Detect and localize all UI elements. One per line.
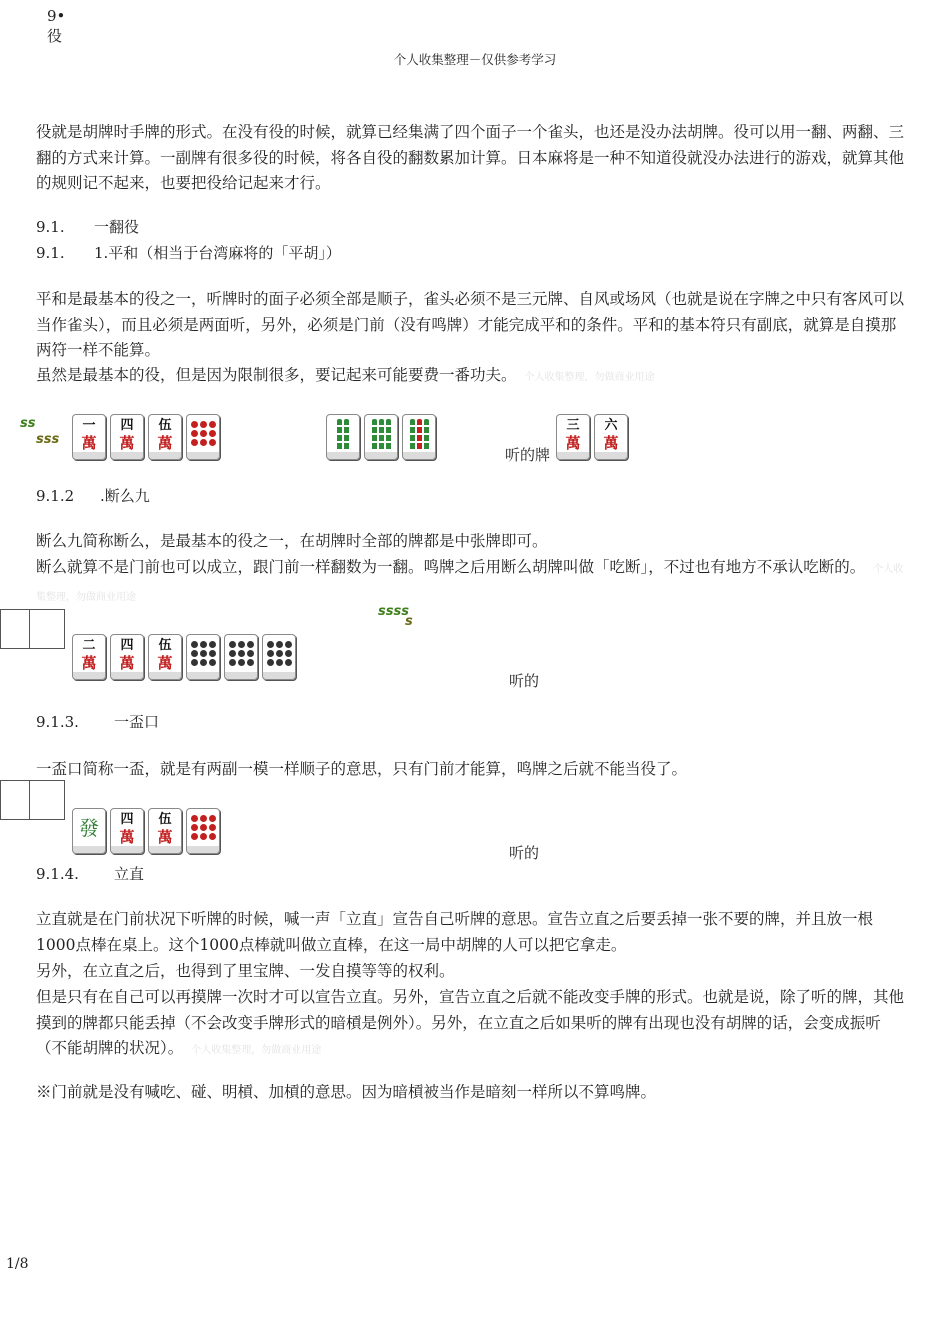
tanyao-paragraph: 断么九简称断么，是最基本的役之一，在胡牌时全部的牌都是中张牌即可。	[36, 532, 548, 550]
tanyao-paragraph-2: 断么就算不是门前也可以成立，跟门前一样翻数为一翻。鸣牌之后用断么胡牌叫做「吃断」，不过也有地方不承认吃断的。 个人收集整理，勿做商业用途	[36, 558, 904, 603]
scribble-mark: sss	[36, 432, 60, 447]
section-9-1-1-heading: 9.1. 1.平和（相当于台湾麻将的「平胡」）	[36, 244, 341, 262]
section-9-1-heading: 9.1. 一翻役	[36, 218, 140, 236]
empty-box	[29, 780, 65, 820]
tile-man: 伍 萬	[148, 808, 182, 854]
tile-row-tanyao	[72, 634, 300, 680]
pinghu-paragraph-2: 虽然是最基本的役，但是因为限制很多，要记起来可能要费一番功夫。 个人收集整理，勿做商业用途	[36, 366, 655, 384]
wait-label: 听的	[509, 844, 540, 862]
tile-man: 四 萬	[110, 414, 144, 460]
tile-green-dragon: 發	[72, 808, 106, 854]
scribble-mark: s	[405, 614, 413, 629]
section-9-1-3-heading: 9.1.3. 一盃口	[36, 713, 160, 731]
tile-sou	[364, 414, 398, 460]
tile-pin	[224, 634, 258, 680]
tile-row-sou	[326, 414, 440, 460]
wait-label: 听的	[509, 672, 540, 690]
tile-sou	[402, 414, 436, 460]
riichi-paragraph-2: 另外，在立直之后，也得到了里宝牌、一发自摸等等的权利。	[36, 962, 455, 980]
chapter-number: 9• 役	[47, 7, 66, 45]
tile-pin	[186, 414, 220, 460]
tile-pin	[186, 634, 220, 680]
empty-box	[0, 780, 30, 820]
riichi-paragraph-3: 但是只有在自己可以再摸牌一次时才可以宣告立直。另外，宣告立直之后就不能改变手牌的形式。也就是说，除了听的牌，其他摸到的牌都只能丢掉（不会改变手牌形式的暗槓是例外）。另外，在立直之后如果听的牌有出现也没有胡牌的话，会变成振听（不能胡牌的状况）。 个人收集整理，勿做商业用途	[36, 988, 905, 1057]
tile-row-pinghu	[72, 414, 224, 460]
tile-sou	[326, 414, 360, 460]
chapter-title: 役	[47, 27, 63, 45]
menzen-note: ※门前就是没有喊吃、碰、明槓、加槓的意思。因为暗槓被当作是暗刻一样所以不算鸣牌。	[36, 1083, 657, 1101]
pinghu-paragraph: 平和是最基本的役之一，听牌时的面子必须全部是顺子，雀头必须不是三元牌、自风或场风（也就是说在字牌之中只有客风可以当作雀头），而且必须是两面听，另外，必须是门前（没有鸣牌）才能完成平和的条件。平和的基本符只有副底，就算是自摸那两符一样不能算。	[36, 290, 905, 359]
tile-man: 伍 萬	[148, 414, 182, 460]
tile-pin	[186, 808, 220, 854]
tile-pin	[262, 634, 296, 680]
wait-label: 听的牌	[505, 446, 551, 464]
section-9-1-4-heading: 9.1.4. 立直	[36, 865, 145, 883]
scribble-mark: ss	[20, 416, 36, 431]
tile-man: 伍 萬	[148, 634, 182, 680]
page-header: 个人收集整理－仅供参考学习	[393, 52, 557, 67]
tile-man: 四 萬	[110, 634, 144, 680]
page-number: 1/8	[6, 1256, 29, 1272]
tile-row-iipeikou	[72, 808, 224, 854]
intro-paragraph: 役就是胡牌时手牌的形式。在没有役的时候，就算已经集满了四个面子一个雀头，也还是没办法胡牌。役可以用一翻、两翻、三翻的方式来计算。一副牌有很多役的时候，将各自役的翻数累加计算。日本麻将是一种不知道役就没办法进行的游戏，就算其他的规则记不起来，也要把役给记起来才行。	[36, 123, 905, 192]
tile-row-wait	[556, 414, 632, 460]
riichi-paragraph: 立直就是在门前状况下听牌的时候，喊一声「立直」宣告自己听牌的意思。宣告立直之后要丢掉一张不要的牌，并且放一根1000点棒在桌上。这个1000点棒就叫做立直棒，在这一局中胡牌的人可以把它拿走。	[36, 910, 874, 954]
tile-man: 六 萬	[594, 414, 628, 460]
tile-man: 三 萬	[556, 414, 590, 460]
iipeikou-paragraph: 一盃口简称一盃，就是有两副一模一样顺子的意思，只有门前才能算，鸣牌之后就不能当役了。	[36, 760, 688, 778]
tile-man: 二 萬	[72, 634, 106, 680]
empty-box	[0, 609, 30, 649]
tile-man: 四 萬	[110, 808, 144, 854]
scribble-mark: ssss	[378, 604, 409, 619]
tile-man: 一 萬	[72, 414, 106, 460]
section-9-1-2-heading: 9.1.2 .断么九	[36, 487, 150, 505]
empty-box	[29, 609, 65, 649]
